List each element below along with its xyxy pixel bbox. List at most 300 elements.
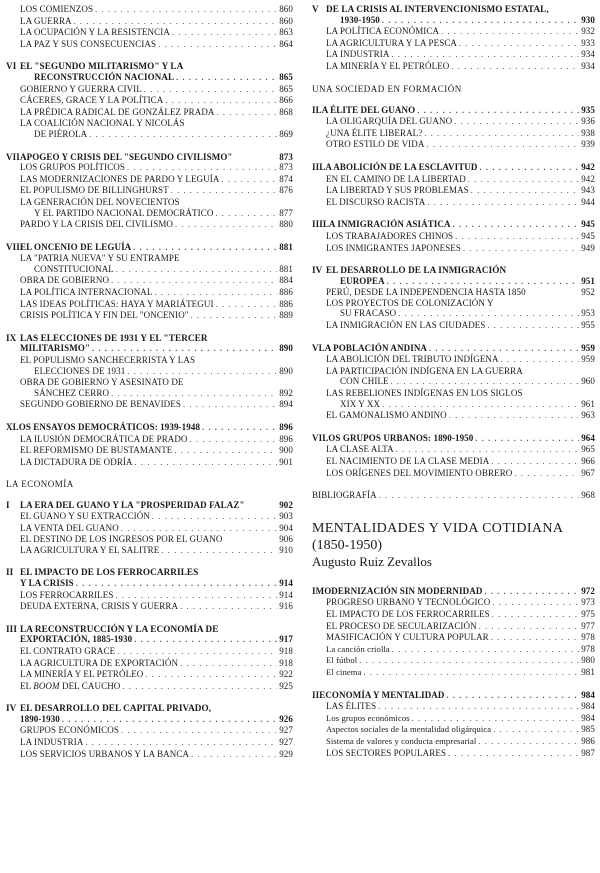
entry-title-cont: ELECCIONES DE 1931 <box>34 365 126 376</box>
chapter-number: X <box>6 422 13 432</box>
entry-page: 881 <box>279 263 293 274</box>
toc-entry[interactable] <box>6 27 293 39</box>
toc-entry-line2[interactable] <box>312 308 595 320</box>
entry-page: 967 <box>581 467 595 478</box>
entry-title: LA MINERÍA Y EL PETRÓLEO <box>326 60 450 71</box>
toc-entry[interactable] <box>6 658 293 670</box>
toc-entry-line2[interactable] <box>6 208 293 220</box>
toc-society-i <box>312 105 595 151</box>
entry-title: LA AGRICULTURA Y EL SALITRE <box>20 544 160 555</box>
entry-page: 914 <box>279 589 293 600</box>
toc-entry[interactable] <box>6 299 293 311</box>
entry-title: LAS MODERNIZACIONES DE PARDO Y LEGUÍA <box>20 173 220 184</box>
toc-entry-line1[interactable] <box>6 118 293 129</box>
entry-page: 904 <box>279 522 293 533</box>
entry-page: 884 <box>279 275 293 286</box>
toc-entry[interactable] <box>312 736 595 748</box>
entry-title: EL NACIMIENTO DE LA CLASE MEDIA <box>326 456 490 466</box>
toc-entry-line1[interactable] <box>312 388 595 399</box>
toc-chapter-x <box>6 422 293 468</box>
chapter-page: 890 <box>279 343 293 354</box>
chapter-title: ECONOMÍA Y MENTALIDAD <box>319 689 445 700</box>
chapter-page: 959 <box>581 342 595 353</box>
entry-title: LOS ORÍGENES DEL MOVIMIENTO OBRERO <box>326 467 513 478</box>
toc-entry[interactable] <box>312 116 595 128</box>
chapter-heading-cont[interactable] <box>312 15 595 27</box>
chapter-title-line2: 1930-1950 <box>340 14 380 25</box>
entry-title: BIBLIOGRAFÍA <box>312 490 377 501</box>
chapter-number: II <box>312 161 320 172</box>
entry-page: 932 <box>581 26 595 37</box>
toc-entry-line2[interactable] <box>6 366 293 378</box>
toc-economy-iv <box>6 703 293 760</box>
entry-page: 963 <box>581 410 595 421</box>
toc-economy-iii <box>6 624 293 693</box>
entry-page: 945 <box>581 230 595 241</box>
toc-entry[interactable] <box>6 434 293 446</box>
entry-title: EL REFORMISMO DE BUSTAMANTE <box>20 445 173 456</box>
toc-entry[interactable] <box>312 444 595 456</box>
entry-title: LA AGRICULTURA DE EXPORTACIÓN <box>20 657 179 668</box>
chapter-number: II <box>312 689 320 700</box>
toc-entry[interactable] <box>312 632 595 644</box>
chapter-heading-cont[interactable] <box>312 276 595 288</box>
chapter-number: III <box>312 219 323 230</box>
chapter-number: I <box>6 500 10 511</box>
entry-page: 873 <box>279 162 293 173</box>
toc-entry[interactable] <box>6 162 293 174</box>
chapter-page: 945 <box>581 219 595 230</box>
toc-entry[interactable] <box>312 61 595 73</box>
entry-page: 890 <box>279 365 293 376</box>
entry-page: 864 <box>279 38 293 49</box>
toc-entry[interactable] <box>312 197 595 209</box>
entry-page: 868 <box>279 106 293 117</box>
chapter-heading[interactable] <box>312 433 595 445</box>
chapter-title: LOS GRUPOS URBANOS: 1890-1950 <box>322 432 474 443</box>
chapter-page: 942 <box>581 161 595 172</box>
chapter-title: APOGEO Y CRISIS DEL "SEGUNDO CIVILISMO" <box>20 151 233 162</box>
toc-entry[interactable] <box>312 667 595 679</box>
toc-entry[interactable] <box>312 287 595 298</box>
chapter-title-line2: EXPORTACIÓN, 1885-1930 <box>20 634 133 645</box>
toc-entry-line2[interactable] <box>312 399 595 411</box>
entry-title: LA "PATRIA NUEVA" Y SU ENTRAMPE <box>20 253 180 264</box>
toc-society-v <box>312 343 595 422</box>
entry-title-cont: SÁNCHEZ CERRO <box>34 387 110 398</box>
entry-page: 874 <box>279 173 293 184</box>
toc-entry[interactable] <box>6 310 293 322</box>
section-heading-sociedad: UNA SOCIEDAD EN FORMACIÓN <box>312 83 462 94</box>
toc-entry[interactable] <box>312 243 595 255</box>
toc-society-ii <box>312 162 595 208</box>
toc-entry-line2[interactable] <box>6 129 293 141</box>
entry-title-pre: EL <box>20 680 34 691</box>
entry-title: EL GAMONALISMO ANDINO <box>326 410 447 421</box>
chapter-title: LA ABOLICIÓN DE LA ESCLAVITUD <box>319 161 478 172</box>
toc-economy-v <box>312 4 595 73</box>
entry-title: LA MINERÍA Y EL PETRÓLEO <box>20 669 144 680</box>
entry-title: LA ILUSIÓN DEMOCRÁTICA DE PRADO <box>20 433 188 444</box>
toc-entry[interactable] <box>6 275 293 287</box>
entry-page: 877 <box>279 207 293 218</box>
toc-entry-line1[interactable] <box>312 366 595 377</box>
chapter-page: 935 <box>581 104 595 115</box>
chapter-number: V <box>312 342 319 353</box>
chapter-heading-cont[interactable] <box>6 343 293 355</box>
toc-entry[interactable] <box>6 545 293 557</box>
entry-title: LAS ÉLITES <box>326 701 377 712</box>
toc-entry[interactable] <box>312 185 595 197</box>
chapter-title: LOS ENSAYOS DEMOCRÁTICOS: 1939-1948 <box>12 422 201 432</box>
toc-entry[interactable] <box>6 445 293 457</box>
entry-title: LAS IDEAS POLÍTICAS: HAYA Y MARIÁTEGUI <box>20 298 214 309</box>
chapter-heading[interactable] <box>6 703 293 714</box>
toc-chapter-vii <box>6 152 293 231</box>
chapter-heading[interactable] <box>6 422 293 434</box>
chapter-heading[interactable] <box>6 242 293 254</box>
chapter-heading-cont[interactable] <box>6 634 293 646</box>
toc-entry[interactable] <box>6 511 293 523</box>
entry-title: LA PRÉDICA RADICAL DE GONZÁLEZ PRADA <box>20 106 215 117</box>
entry-page: 880 <box>279 219 293 230</box>
toc-entry[interactable] <box>6 287 293 299</box>
toc-entry[interactable] <box>6 4 293 16</box>
toc-entry[interactable] <box>6 646 293 658</box>
entry-title: EL DISCURSO RACISTA <box>326 196 426 207</box>
entry-title-post: DEL CAUCHO <box>59 680 121 691</box>
chapter-heading[interactable] <box>6 333 293 344</box>
entry-title: EL IMPACTO DE LOS FERROCARRILES <box>326 608 490 619</box>
entry-page: 896 <box>279 433 293 444</box>
entry-title: GOBIERNO Y GUERRA CIVIL <box>20 83 142 94</box>
chapter-number: IX <box>6 332 17 343</box>
chapter-title-line2: 1890-1930 <box>20 713 60 724</box>
toc-economy-i <box>6 500 293 556</box>
toc-entry[interactable] <box>312 320 595 332</box>
entry-title-cont: DE PIÉROLA <box>34 128 88 139</box>
entry-title: LOS SECTORES POPULARES <box>326 747 447 758</box>
chapter-number: IV <box>312 265 323 276</box>
chapter-page: 984 <box>581 689 595 700</box>
toc-entry[interactable] <box>6 174 293 186</box>
entry-page: 981 <box>581 666 595 677</box>
toc-society-iii <box>312 219 595 254</box>
entry-page: 959 <box>581 354 595 365</box>
part-title: MENTALIDADES Y VIDA COTIDIANA <box>312 520 564 536</box>
entry-page: 900 <box>279 445 293 456</box>
entry-title-cont: SU FRACASO <box>340 308 397 319</box>
chapter-heading[interactable] <box>312 586 595 598</box>
chapter-title-line1: LA RECONSTRUCCIÓN Y LA ECONOMÍA DE <box>20 623 219 634</box>
entry-page: 918 <box>279 645 293 656</box>
entry-page: 866 <box>279 95 293 106</box>
entry-page: 977 <box>581 620 595 631</box>
entry-title: GRUPOS ECONÓMICOS <box>20 725 119 736</box>
part-years: (1850-1950) <box>312 537 382 553</box>
toc-entry[interactable] <box>312 701 595 713</box>
chapter-page: 902 <box>279 500 293 511</box>
entry-page: 961 <box>581 398 595 409</box>
chapter-title: LA ÉLITE DEL GUANO <box>315 104 416 115</box>
chapter-heading[interactable] <box>312 343 595 355</box>
entry-page: 938 <box>581 127 595 138</box>
entry-page: 978 <box>581 643 595 654</box>
toc-entry[interactable] <box>312 456 595 468</box>
entry-title: LAS REBELIONES INDÍGENAS EN LOS SIGLOS <box>326 388 523 399</box>
entry-page: 925 <box>279 680 293 691</box>
entry-title: LA AGRICULTURA Y LA PESCA <box>326 37 458 48</box>
chapter-number: VI <box>6 61 17 72</box>
entry-title-cont: XIX Y XX <box>340 398 381 409</box>
toc-entry[interactable] <box>6 107 293 119</box>
toc-entry[interactable] <box>312 748 595 760</box>
toc-entry[interactable] <box>312 128 595 140</box>
entry-page: 966 <box>581 456 595 466</box>
chapter-heading[interactable] <box>312 219 595 231</box>
toc-entry[interactable] <box>6 84 293 96</box>
chapter-title: LA INMIGRACIÓN ASIÁTICA <box>322 219 451 230</box>
toc-entry[interactable] <box>312 26 595 38</box>
toc-entry[interactable] <box>6 95 293 107</box>
entry-title: LA INMIGRACIÓN EN LAS CIUDADES <box>326 320 486 331</box>
toc-chapter-ix <box>6 333 293 411</box>
entry-title: LOS SERVICIOS URBANOS Y LA BANCA <box>20 748 190 759</box>
entry-page: 933 <box>581 37 595 48</box>
toc-entry[interactable] <box>312 655 595 667</box>
chapter-page: 972 <box>581 585 595 596</box>
entry-page: 955 <box>581 320 595 331</box>
chapter-number: V <box>312 4 319 14</box>
toc-entry[interactable] <box>6 534 293 545</box>
toc-entry[interactable] <box>312 490 595 502</box>
chapter-heading[interactable] <box>6 567 293 578</box>
entry-title: Los grupos económicos <box>326 712 410 723</box>
entry-page: 927 <box>279 737 293 748</box>
entry-page: 942 <box>581 173 595 184</box>
chapter-heading-cont[interactable] <box>6 714 293 726</box>
toc-entry[interactable] <box>312 644 595 656</box>
entry-title: LA INDUSTRIA <box>326 49 390 60</box>
chapter-number: IV <box>6 703 17 714</box>
chapter-heading[interactable] <box>312 690 595 702</box>
toc-entry[interactable] <box>312 139 595 151</box>
entry-page: 876 <box>279 185 293 196</box>
toc-entry[interactable] <box>312 468 595 480</box>
toc-entry[interactable] <box>6 457 293 469</box>
chapter-title: EL ONCENIO DE LEGUÍA <box>20 241 132 252</box>
entry-page: 903 <box>279 510 293 521</box>
entry-title: EN EL CAMINO DE LA LIBERTAD <box>326 173 466 184</box>
chapter-title-line1: EL "SEGUNDO MILITARISMO" Y LA <box>20 61 184 72</box>
chapter-page: 964 <box>581 432 595 443</box>
entry-page: 927 <box>279 725 293 736</box>
chapter-page: 873 <box>279 151 293 162</box>
entry-title: LA GENERACIÓN DEL NOVECIENTOS <box>20 196 180 207</box>
entry-page: 906 <box>279 534 293 545</box>
entry-title: LA DICTADURA DE ODRÍA <box>20 456 133 467</box>
entry-title: PERÚ, DESDE LA INDEPENDENCIA HASTA 1850 <box>326 287 526 298</box>
toc-entry-line1[interactable] <box>6 253 293 264</box>
entry-page: 960 <box>581 376 595 387</box>
entry-title: LA POLÍTICA INTERNACIONAL <box>20 287 153 298</box>
toc-entry[interactable] <box>312 410 595 422</box>
chapter-heading[interactable] <box>312 162 595 174</box>
entry-title: ¿UNA ÉLITE LIBERAL? <box>326 127 423 138</box>
entry-page: 889 <box>279 310 293 321</box>
entry-title: EL CONTRATO GRACE <box>20 645 116 656</box>
entry-page: 985 <box>581 724 595 735</box>
entry-page: 918 <box>279 657 293 668</box>
entry-page: 910 <box>279 544 293 555</box>
entry-title: LOS COMIENZOS <box>20 4 94 14</box>
chapter-page: 896 <box>279 422 293 432</box>
toc-entry[interactable] <box>6 590 293 602</box>
toc-entry[interactable] <box>312 713 595 725</box>
chapter-heading-cont[interactable] <box>6 578 293 590</box>
chapter-heading-cont[interactable] <box>6 72 293 84</box>
chapter-title-line1: EL DESARROLLO DE LA INMIGRACIÓN <box>326 265 507 276</box>
toc-entry-line1[interactable] <box>6 355 293 366</box>
chapter-page: 865 <box>279 71 293 82</box>
chapter-number: VIII <box>6 241 24 252</box>
toc-entry-line1[interactable] <box>312 298 595 309</box>
toc-entry[interactable] <box>6 681 293 693</box>
toc-society-vi <box>312 433 595 479</box>
chapter-page: 926 <box>279 713 293 724</box>
section-heading-economia: LA ECONOMÍA <box>6 479 74 490</box>
chapter-number: II <box>6 567 14 578</box>
chapter-page: 917 <box>279 634 293 645</box>
entry-page: 949 <box>581 242 595 253</box>
entry-title: LA GUERRA <box>20 15 72 26</box>
chapter-heading[interactable] <box>312 265 595 276</box>
entry-page: 916 <box>279 601 293 612</box>
entry-page: 987 <box>581 747 595 758</box>
chapter-heading[interactable] <box>6 61 293 72</box>
toc-entry[interactable] <box>312 597 595 609</box>
chapter-title: MODERNIZACIÓN SIN MODERNIDAD <box>315 585 483 596</box>
entry-title: DEUDA EXTERNA, CRISIS Y GUERRA <box>20 601 179 612</box>
entry-page: 934 <box>581 60 595 71</box>
toc-entry[interactable] <box>312 49 595 61</box>
toc-entry[interactable] <box>312 724 595 736</box>
toc-entry[interactable] <box>312 621 595 633</box>
entry-title: MASIFICACIÓN Y CULTURA POPULAR <box>326 632 489 643</box>
chapter-title-line2: Y LA CRISIS <box>20 577 74 588</box>
entry-page: 865 <box>279 83 293 94</box>
chapter-heading[interactable] <box>6 500 293 511</box>
toc-entry[interactable] <box>6 399 293 411</box>
entry-title-cont: CON CHILE <box>340 376 389 387</box>
toc-entry[interactable] <box>6 219 293 231</box>
entry-page: 939 <box>581 139 595 150</box>
entry-title: LA LIBERTAD Y SUS PROBLEMAS <box>326 185 469 196</box>
toc-entry[interactable] <box>6 185 293 197</box>
chapter-title-line2: MILITARISMO" <box>20 343 91 354</box>
entry-page: 975 <box>581 608 595 619</box>
entry-title: La canción criolla <box>326 643 390 654</box>
entry-title: LOS INMIGRANTES JAPONESES <box>326 242 462 253</box>
entry-title: EL POPULISMO DE BILLINGHURST <box>20 185 169 196</box>
entry-page: 860 <box>279 15 293 26</box>
entry-title <box>20 681 120 692</box>
toc-entry[interactable] <box>6 669 293 681</box>
toc-entry-line2[interactable] <box>6 264 293 276</box>
chapter-heading[interactable] <box>6 152 293 163</box>
part-author: Augusto Ruiz Zevallos <box>312 553 432 569</box>
toc-entry[interactable] <box>312 609 595 621</box>
entry-title: LOS PROYECTOS DE COLONIZACIÓN Y <box>326 297 494 308</box>
toc-entry[interactable] <box>6 523 293 535</box>
toc-mentality-i <box>312 586 595 679</box>
toc-entry[interactable] <box>312 354 595 366</box>
entry-title: LA OLIGARQUÍA DEL GUANO <box>326 116 453 127</box>
entry-title: CRISIS POLÍTICA Y FIN DEL "ONCENIO" <box>20 310 189 321</box>
entry-title: EL GUANO Y SU EXTRACCIÓN <box>20 510 150 521</box>
toc-mentality-ii <box>312 690 595 760</box>
toc-entry[interactable] <box>312 38 595 50</box>
entry-page: 934 <box>581 49 595 60</box>
chapter-title-line1: DE LA CRISIS AL INTERVENCIONISMO ESTATAL, <box>326 4 549 14</box>
chapter-page: 881 <box>279 241 293 252</box>
toc-economy-ii <box>6 567 293 612</box>
entry-title: LOS TRABAJADORES CHINOS <box>326 230 454 241</box>
entry-page: 978 <box>581 632 595 643</box>
chapter-heading[interactable] <box>312 4 595 15</box>
toc-entry-line1[interactable] <box>6 377 293 388</box>
entry-page: 863 <box>279 27 293 38</box>
toc-entry[interactable] <box>6 749 293 761</box>
entry-title: OTRO ESTILO DE VIDA <box>326 139 425 150</box>
chapter-title-line1: EL DESARROLLO DEL CAPITAL PRIVADO, <box>20 703 212 714</box>
toc-entry-line1[interactable] <box>6 197 293 208</box>
entry-title: EL PROCESO DE SECULARIZACIÓN <box>326 620 477 631</box>
entry-page: 973 <box>581 597 595 608</box>
toc-entry[interactable] <box>312 174 595 186</box>
toc-entry[interactable] <box>6 725 293 737</box>
entry-page: 929 <box>279 748 293 759</box>
entry-title: OBRA DE GOBIERNO Y ASESINATO DE <box>20 377 184 388</box>
entry-title: LA PAZ Y SUS CONSECUENCIAS <box>20 38 157 49</box>
chapter-heading[interactable] <box>6 624 293 635</box>
entry-page: 894 <box>279 399 293 410</box>
entry-title: EL POPULISMO SANCHECERRISTA Y LAS <box>20 355 196 366</box>
entry-title: LA PARTICIPACIÓN INDÍGENA EN LA GUERRA <box>326 365 523 376</box>
toc-entry[interactable] <box>6 601 293 613</box>
toc-entry[interactable] <box>6 39 293 51</box>
toc-entry-line2[interactable] <box>312 376 595 388</box>
chapter-number: III <box>6 623 18 634</box>
entry-title: LA CLASE ALTA <box>326 444 394 455</box>
chapter-number: I <box>312 585 316 596</box>
chapter-number: VI <box>312 432 323 443</box>
chapter-heading[interactable] <box>312 105 595 117</box>
toc-entry-line2[interactable] <box>6 388 293 400</box>
entry-title: LA INDUSTRIA <box>20 737 84 748</box>
entry-title: LA VENTA DEL GUANO <box>20 522 119 533</box>
toc-chapter-viii <box>6 242 293 322</box>
entry-page: 968 <box>581 490 595 501</box>
entry-title: LA COALICIÓN NACIONAL Y NICOLÁS <box>20 118 185 129</box>
toc-entry[interactable] <box>6 16 293 28</box>
entry-page: 965 <box>581 444 595 455</box>
toc-entry[interactable] <box>6 737 293 749</box>
entry-title-italic: BOOM <box>33 680 60 691</box>
entry-page: 953 <box>581 308 595 319</box>
entry-title: EL DESTINO DE LOS INGRESOS POR EL GUANO <box>20 534 223 545</box>
toc-entry[interactable] <box>312 231 595 243</box>
